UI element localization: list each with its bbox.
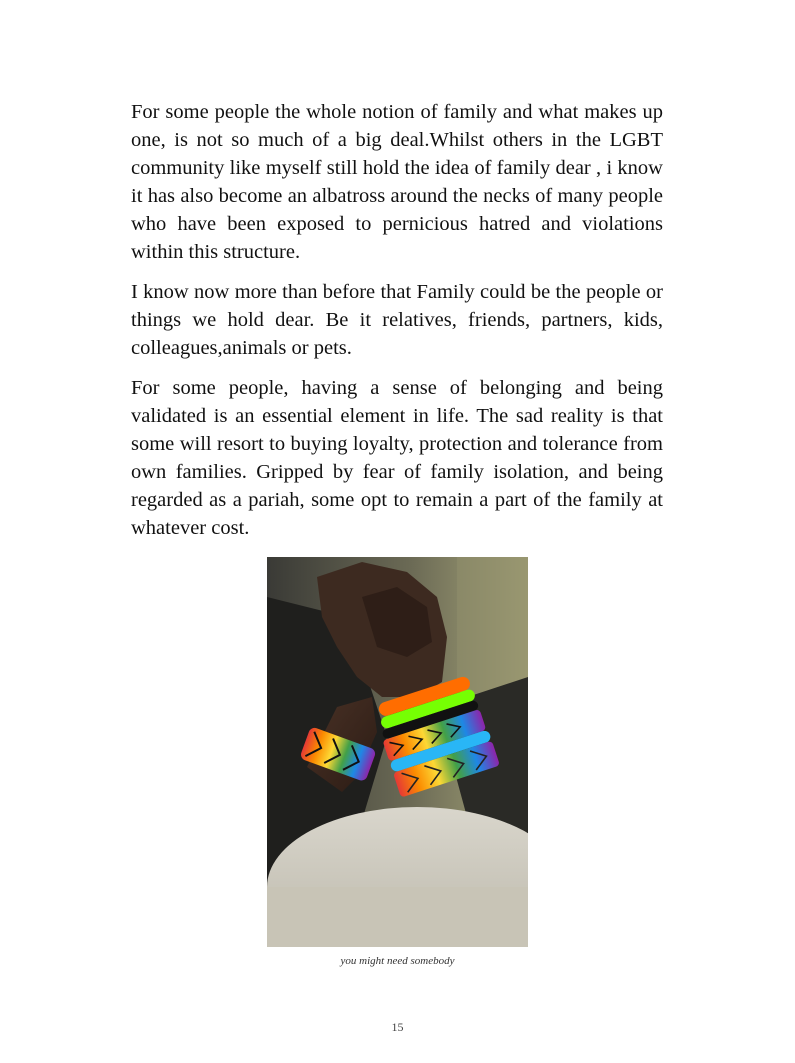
paragraph-3: For some people, having a sense of belonging and being validated is an essential element in life. The sad reality is that some will resort to buying loyalty, protection and tolerance from own families. Gripped by fear of family isolation, and being regarded as a pariah, some opt to remain a part of the family at whatever cost. xyxy=(131,377,663,539)
page-number: 15 xyxy=(391,1020,404,1034)
photo-hands-rainbow-bracelets xyxy=(267,557,528,947)
paragraph-2: I know now more than before that Family could be the people or things we hold dear. Be it relatives, friends, partners, kids, colleagues,animals or pets. xyxy=(131,281,663,359)
body-text xyxy=(131,98,663,554)
figure-caption: you might need somebody xyxy=(340,955,455,967)
paragraph-1: For some people the whole notion of family and what makes up one, is not so much of a big deal.Whilst others in the LGBT community like myself still hold the idea of family dear , i know it has also become an albatross around the necks of many people who have been exposed to pernicious hatred and violations within this structure. xyxy=(131,101,663,263)
